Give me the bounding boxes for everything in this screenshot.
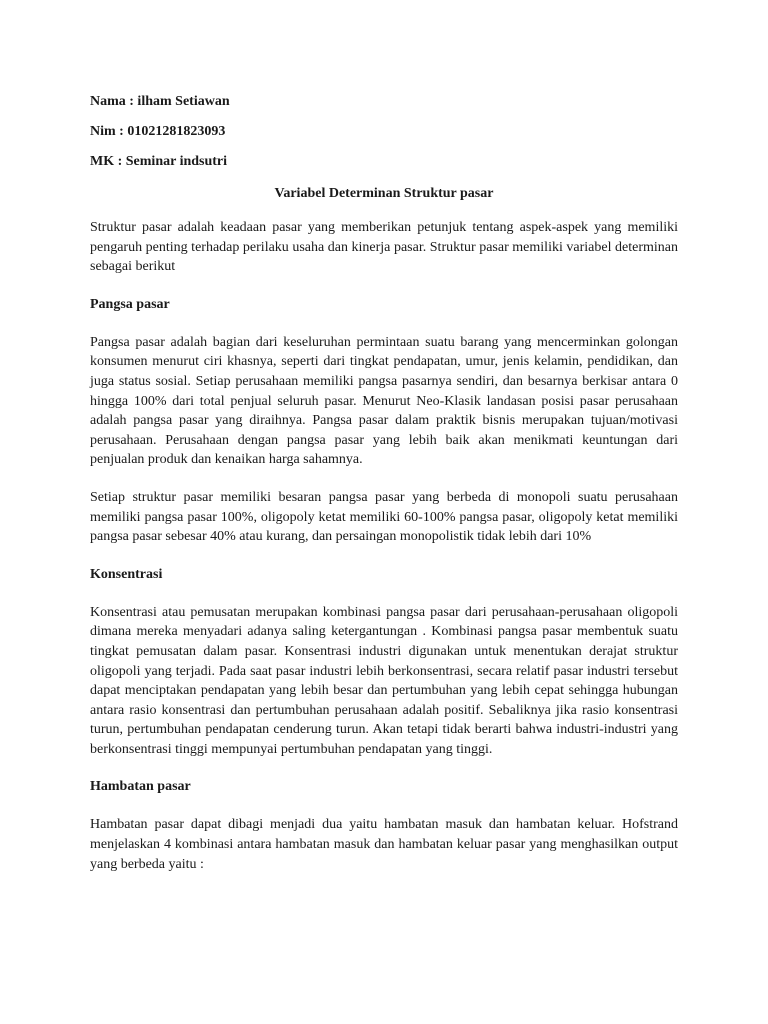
intro-paragraph: Struktur pasar adalah keadaan pasar yang memberikan petunjuk tentang aspek-aspek yang memiliki pengaruh penting terhadap perilaku usaha dan kinerja pasar. Struktur pasar memiliki variabel determinan sebagai berikut bbox=[90, 220, 678, 275]
pangsa-pasar-paragraph-1: Pangsa pasar adalah bagian dari keseluruhan permintaan suatu barang yang mencerminkan golongan konsumen menurut ciri khasnya, seperti dari tingkat pendapatan, umur, jenis kelamin, pendidikan, dan juga status sosial. Setiap perusahaan memiliki pangsa pasarnya sendiri, dan besarnya berkisar antara 0 hingga 100% dari total penjual seluruh pasar. Menurut Neo-Klasik landasan posisi pasar perusahaan adalah pangsa pasar yang diraihnya. Pangsa pasar dalam praktik bisnis merupakan tujuan/motivasi perusahaan. Perusahaan dengan pangsa pasar yang lebih baik akan menikmati keuntungan dari penjualan produk dan kenaikan harga sahamnya. bbox=[90, 334, 678, 468]
hambatan-pasar-paragraph: Hambatan pasar dapat dibagi menjadi dua yaitu hambatan masuk dan hambatan keluar. Hofstrand menjelaskan 4 kombinasi antara hambatan masuk dan hambatan keluar pasar yang menghasilkan output yang berbeda yaitu : bbox=[90, 817, 678, 872]
document-page bbox=[90, 92, 678, 892]
student-id: Nim : 01021281823093 bbox=[90, 124, 226, 139]
course-name: MK : Seminar indsutri bbox=[90, 154, 228, 169]
heading-konsentrasi: Konsentrasi bbox=[90, 566, 163, 582]
pangsa-pasar-paragraph-2: Setiap struktur pasar memiliki besaran pangsa pasar yang berbeda di monopoli suatu perusahaan memiliki pangsa pasar 100%, oligopoly ketat memiliki 60-100% pangsa pasar, oligopoly ketat memiliki pangsa pasar sebesar 40% atau kurang, dan persaingan monopolistik tidak lebih dari 10% bbox=[90, 489, 678, 545]
heading-hambatan-pasar: Hambatan pasar bbox=[90, 779, 191, 795]
heading-pangsa-pasar: Pangsa pasar bbox=[90, 296, 170, 312]
document-title: Variabel Determinan Struktur pasar bbox=[274, 186, 494, 201]
konsentrasi-paragraph: Konsentrasi atau pemusatan merupakan kombinasi pangsa pasar dari perusahaan-perusahaan oligopoli dimana mereka menyadari adanya saling ketergantungan . Kombinasi pangsa pasar membentuk suatu tingkat pemusatan dalam pasar. Konsentrasi industri digunakan untuk menentukan derajat struktur oligopoli yang terjadi. Pada saat pasar industri lebih berkonsentrasi, secara relatif pasar industri tersebut dapat menciptakan pendapatan yang lebih besar dan pertumbuhan yang lebih cepat sehingga hubungan antara rasio konsentrasi dan pertumbuhan perusahaan adalah positif. Sebaliknya jika rasio konsentrasi turun, pertumbuhan pendapatan cenderung turun. Akan tetapi tidak berarti bahwa industri-industri yang berkonsentrasi tinggi mempunyai pertumbuhan pendapatan yang tinggi. bbox=[90, 604, 678, 757]
author-name: Nama : ilham Setiawan bbox=[90, 94, 230, 109]
